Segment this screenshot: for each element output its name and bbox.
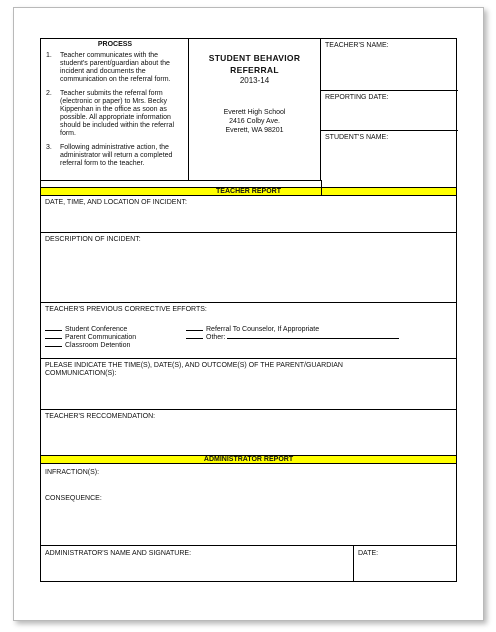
checkbox-line[interactable]: [45, 340, 62, 347]
step-line: student's parent/guardian about the: [60, 60, 170, 67]
process-step: [46, 144, 188, 172]
step-line: Following administrative action, the: [60, 144, 169, 151]
process-panel: [41, 39, 189, 180]
admin-date-label: DATE:: [358, 550, 379, 557]
form-title-line2: REFERRAL: [230, 65, 279, 75]
parent-communication-label-line1: PLEASE INDICATE THE TIME(S), DATE(S), AND OUTCOME(S) OF THE PARENT/GUARDIAN: [45, 362, 343, 369]
process-steps: [46, 52, 188, 172]
teacher-report-banner-label: TEACHER REPORT: [216, 188, 281, 195]
consequence-label: CONSEQUENCE:: [45, 495, 102, 502]
option-label: Student Conference: [65, 326, 128, 333]
school-street: 2416 Colby Ave.: [229, 118, 280, 125]
form-title-line1: STUDENT BEHAVIOR: [208, 53, 301, 63]
step-line: (electronic or paper) to Mrs. Becky: [60, 98, 167, 105]
step-line: incident and documents the: [60, 68, 146, 75]
option-other[interactable]: [186, 332, 399, 342]
recommendation-label: TEACHER'S RECCOMENDATION:: [45, 413, 156, 420]
teacher-name-label: TEACHER'S NAME:: [325, 42, 389, 49]
reporting-date-field[interactable]: [321, 91, 458, 131]
step-line: form.: [60, 130, 76, 137]
option-label: Classroom Detention: [65, 342, 131, 349]
checkbox-line[interactable]: [45, 332, 62, 339]
date-time-location-label: DATE, TIME, AND LOCATION OF INCIDENT:: [45, 199, 187, 206]
admin-date-field[interactable]: [354, 546, 456, 581]
administrator-report-banner-label: ADMINISTRATOR REPORT: [203, 456, 294, 463]
option-classroom-detention[interactable]: [45, 340, 130, 350]
step-line: Teacher submits the referral form: [60, 90, 163, 97]
corrective-efforts-label: TEACHER'S PREVIOUS CORRECTIVE EFFORTS:: [45, 306, 207, 313]
option-label: Parent Communication: [65, 334, 137, 341]
step-line: should be included within the referral: [60, 122, 175, 129]
checkbox-line[interactable]: [186, 324, 203, 331]
checkbox-line[interactable]: [45, 324, 62, 331]
step-number: 3.: [46, 144, 52, 151]
admin-signature-label: ADMINISTRATOR'S NAME AND SIGNATURE:: [45, 550, 192, 557]
step-line: communication on the referral form.: [60, 76, 171, 83]
process-step: [46, 90, 188, 144]
banner-divider: [321, 180, 322, 196]
option-label: Referral To Counselor, If Appropriate: [206, 326, 320, 333]
step-line: Teacher communicates with the: [60, 52, 159, 59]
school-year: 2013-14: [239, 76, 270, 85]
infractions-label: INFRACTION(S):: [45, 469, 100, 476]
step-line: possible. All appropriate information: [60, 114, 171, 121]
title-panel: [189, 39, 321, 180]
reporting-date-label: REPORTING DATE:: [325, 94, 389, 101]
infractions-consequence-field[interactable]: [41, 464, 456, 546]
step-number: 1.: [46, 52, 52, 59]
top-divider: [41, 180, 322, 181]
other-input-line[interactable]: [227, 332, 399, 339]
student-name-label: STUDENT'S NAME:: [325, 134, 389, 141]
step-line: referral form to the teacher.: [60, 160, 145, 167]
document-page: [13, 7, 484, 621]
step-line: Kippenhan in the office as soon as: [60, 106, 167, 113]
parent-communication-field[interactable]: [41, 359, 456, 410]
description-field[interactable]: [41, 233, 456, 303]
recommendation-field[interactable]: [41, 410, 456, 455]
process-heading: PROCESS: [97, 41, 133, 48]
teacher-report-banner: [41, 187, 456, 196]
referral-form: [40, 38, 457, 582]
teacher-name-field[interactable]: [321, 39, 458, 91]
checkbox-line[interactable]: [186, 332, 203, 339]
date-time-location-field[interactable]: [41, 196, 456, 233]
process-step: [46, 52, 188, 90]
step-number: 2.: [46, 90, 52, 97]
school-name: Everett High School: [223, 109, 286, 116]
option-label: Other:: [206, 334, 226, 341]
admin-signature-field[interactable]: [41, 546, 354, 581]
parent-communication-label-line2: COMMUNICATION(S):: [45, 370, 117, 377]
description-label: DESCRIPTION OF INCIDENT:: [45, 236, 141, 243]
student-name-field[interactable]: [321, 131, 458, 180]
school-city: Everett, WA 98201: [225, 127, 284, 134]
administrator-report-banner: [41, 455, 456, 464]
corrective-efforts-section: [41, 303, 456, 359]
step-line: administrator will return a completed: [60, 152, 173, 159]
